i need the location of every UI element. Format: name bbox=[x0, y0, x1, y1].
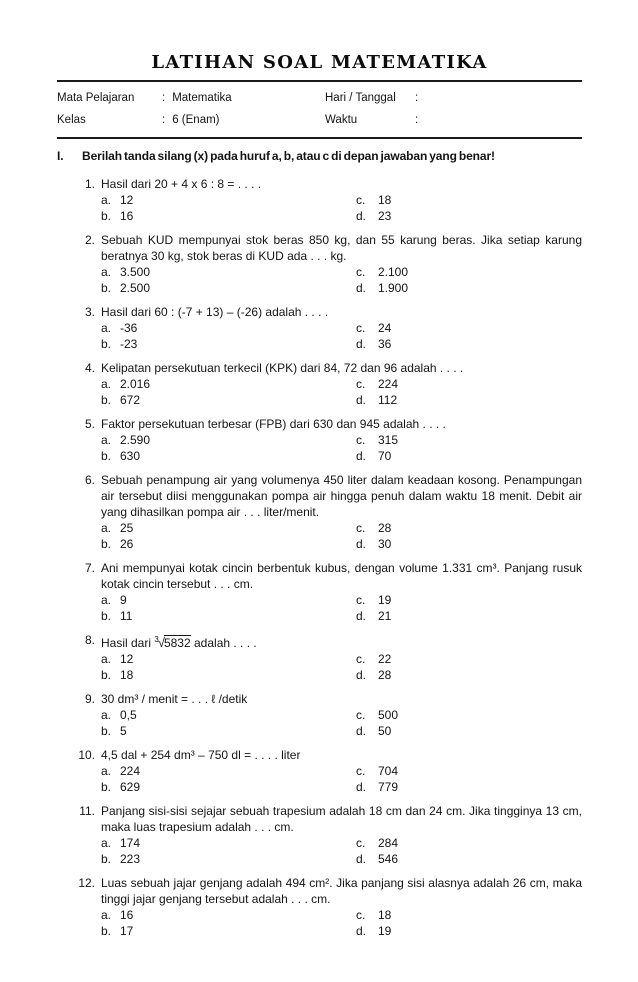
section-heading bbox=[57, 148, 582, 164]
question-item-10 bbox=[57, 747, 582, 795]
radical-sign-icon: √ bbox=[157, 635, 165, 650]
option-letter: a. bbox=[101, 593, 112, 607]
option-letter: c. bbox=[356, 193, 366, 207]
question-item-2 bbox=[57, 232, 582, 296]
question-text-suffix: adalah . . . . bbox=[194, 636, 257, 650]
options bbox=[101, 592, 582, 624]
question-number: 3. bbox=[84, 305, 95, 319]
question-number: 1. bbox=[84, 177, 95, 191]
question-item-4 bbox=[57, 360, 582, 408]
question-number: 6. bbox=[84, 473, 95, 487]
option-letter: c. bbox=[356, 708, 366, 722]
option-letter: c. bbox=[356, 433, 366, 447]
meta-row bbox=[57, 87, 582, 109]
option-letter: d. bbox=[356, 393, 367, 407]
option-letter: a. bbox=[101, 433, 112, 447]
option-letter: d. bbox=[356, 924, 367, 938]
question-text: Sebuah KUD mempunyai stok beras 850 kg, dan 55 karung beras. Jika setiap karung beratnya 30 kg, stok beras di KUD ada . . . kg. bbox=[101, 233, 582, 263]
question-number: 2. bbox=[84, 233, 95, 247]
question-text: Hasil dari 20 + 4 x 6 : 8 = . . . . bbox=[101, 177, 262, 191]
question-body bbox=[101, 416, 582, 464]
option-value: 779 bbox=[378, 780, 399, 794]
question-body bbox=[101, 472, 582, 552]
question-number: 4. bbox=[84, 361, 95, 375]
option-letter: d. bbox=[356, 537, 367, 551]
exam-meta bbox=[57, 82, 582, 137]
option-letter: c. bbox=[356, 321, 366, 335]
colon: : bbox=[162, 92, 166, 104]
page-title: LATIHAN SOAL MATEMATIKA bbox=[151, 52, 488, 73]
option-letter: b. bbox=[101, 449, 112, 463]
meta-label-date: Hari / Tanggal bbox=[325, 92, 396, 104]
option-value: 223 bbox=[120, 852, 141, 866]
question-number: 9. bbox=[84, 692, 95, 706]
option-letter: a. bbox=[101, 764, 112, 778]
question-item-3 bbox=[57, 304, 582, 352]
option-letter: b. bbox=[101, 724, 112, 738]
option-letter: a. bbox=[101, 321, 112, 335]
meta-label-class: Kelas bbox=[57, 114, 86, 126]
option-value: 2.590 bbox=[120, 433, 151, 447]
question-number: 8. bbox=[84, 633, 95, 647]
option-letter: b. bbox=[101, 609, 112, 623]
option-letter: a. bbox=[101, 521, 112, 535]
option-value: 18 bbox=[378, 908, 392, 922]
option-letter: b. bbox=[101, 852, 112, 866]
question-number: 12. bbox=[78, 876, 95, 890]
option-value: 224 bbox=[120, 764, 141, 778]
section-numeral: I. bbox=[57, 149, 64, 163]
option-value: 284 bbox=[378, 836, 399, 850]
question-item-8 bbox=[57, 632, 582, 683]
option-value: 19 bbox=[378, 593, 392, 607]
option-value: 24 bbox=[378, 321, 392, 335]
option-letter: a. bbox=[101, 652, 112, 666]
option-value: 11 bbox=[120, 609, 133, 623]
option-letter: d. bbox=[356, 724, 367, 738]
option-letter: c. bbox=[356, 908, 366, 922]
question-body bbox=[101, 176, 582, 224]
option-value: 19 bbox=[378, 924, 392, 938]
option-value: 16 bbox=[120, 908, 134, 922]
option-value: 18 bbox=[120, 668, 134, 682]
question-number: 10. bbox=[78, 748, 95, 762]
option-value: 12 bbox=[120, 652, 134, 666]
option-value: 12 bbox=[120, 193, 134, 207]
option-value: 70 bbox=[378, 449, 392, 463]
question-text: Sebuah penampung air yang volumenya 450 liter dalam keadaan kosong. Penampungan air tersebut diisi menggunakan pompa air hingga penuh dalam waktu 18 menit. Debit air yang dihasilkan pompa air . . . liter/menit. bbox=[101, 473, 582, 519]
question-item-7 bbox=[57, 560, 582, 624]
question-number: 11. bbox=[79, 804, 95, 818]
options bbox=[101, 835, 582, 867]
meta-row bbox=[57, 109, 582, 131]
option-value: 21 bbox=[378, 609, 392, 623]
meta-value-subject: : Matematika bbox=[162, 92, 232, 104]
question-body bbox=[101, 803, 582, 867]
option-value: 9 bbox=[120, 593, 127, 607]
option-value: 704 bbox=[378, 764, 399, 778]
section-instruction: Berilah tanda silang (x) pada huruf a, b, atau c di depan jawaban yang benar! bbox=[82, 149, 495, 163]
option-letter: b. bbox=[101, 393, 112, 407]
option-value: 224 bbox=[378, 377, 399, 391]
option-letter: c. bbox=[356, 377, 366, 391]
option-value: 30 bbox=[378, 537, 392, 551]
option-value: 3.500 bbox=[120, 265, 151, 279]
option-value: 22 bbox=[378, 652, 392, 666]
colon: : bbox=[415, 92, 419, 104]
question-number: 5. bbox=[84, 417, 95, 431]
option-letter: b. bbox=[101, 337, 112, 351]
option-letter: c. bbox=[356, 593, 366, 607]
option-letter: d. bbox=[356, 852, 367, 866]
options bbox=[101, 264, 582, 296]
question-text: Hasil dari 60 : (-7 + 13) – (-26) adalah . . . . bbox=[101, 305, 329, 319]
question-list bbox=[57, 176, 582, 939]
question-text bbox=[101, 632, 582, 651]
question-item-6 bbox=[57, 472, 582, 552]
option-letter: a. bbox=[101, 836, 112, 850]
options bbox=[101, 320, 582, 352]
option-letter: c. bbox=[356, 764, 366, 778]
options bbox=[101, 432, 582, 464]
colon: : bbox=[162, 114, 166, 126]
option-letter: d. bbox=[356, 449, 367, 463]
option-letter: b. bbox=[101, 537, 112, 551]
option-value: 315 bbox=[378, 433, 399, 447]
options bbox=[101, 376, 582, 408]
option-value: -36 bbox=[120, 321, 138, 335]
option-value: 5 bbox=[120, 724, 127, 738]
option-value: 500 bbox=[378, 708, 399, 722]
question-text: Ani mempunyai kotak cincin berbentuk kubus, dengan volume 1.331 cm³. Panjang rusuk kotak cincin tersebut . . . cm. bbox=[101, 561, 582, 591]
option-letter: d. bbox=[356, 209, 367, 223]
options bbox=[101, 763, 582, 795]
question-item-9 bbox=[57, 691, 582, 739]
option-value: 629 bbox=[120, 780, 141, 794]
question-number: 7. bbox=[84, 561, 95, 575]
question-text: 30 dm³ / menit = . . . ℓ /detik bbox=[101, 692, 248, 706]
option-letter: d. bbox=[356, 780, 367, 794]
question-body bbox=[101, 360, 582, 408]
option-value: 50 bbox=[378, 724, 392, 738]
option-value: 630 bbox=[120, 449, 141, 463]
header-divider-bottom bbox=[57, 137, 582, 139]
option-letter: b. bbox=[101, 209, 112, 223]
question-text: Faktor persekutuan terbesar (FPB) dari 630 dan 945 adalah . . . . bbox=[101, 417, 446, 431]
option-letter: b. bbox=[101, 924, 112, 938]
option-letter: d. bbox=[356, 281, 367, 295]
option-value: 36 bbox=[378, 337, 392, 351]
option-value: -23 bbox=[120, 337, 138, 351]
option-value: 28 bbox=[378, 668, 392, 682]
option-letter: b. bbox=[101, 668, 112, 682]
option-value: 672 bbox=[120, 393, 141, 407]
option-letter: a. bbox=[101, 908, 112, 922]
option-value: 16 bbox=[120, 209, 134, 223]
meta-value-class: : 6 (Enam) bbox=[162, 114, 220, 126]
options bbox=[101, 907, 582, 939]
option-letter: b. bbox=[101, 281, 112, 295]
question-item-5 bbox=[57, 416, 582, 464]
option-letter: c. bbox=[356, 265, 366, 279]
colon: : bbox=[415, 114, 419, 126]
question-item-1 bbox=[57, 176, 582, 224]
meta-label-time: Waktu bbox=[325, 114, 358, 126]
question-body bbox=[101, 747, 582, 795]
question-text: Kelipatan persekutuan terkecil (KPK) dari 84, 72 dan 96 adalah . . . . bbox=[101, 361, 464, 375]
meta-value-date bbox=[415, 87, 582, 109]
option-value: 1.900 bbox=[378, 281, 409, 295]
option-letter: a. bbox=[101, 377, 112, 391]
question-body bbox=[101, 632, 582, 683]
radicand: 5832 bbox=[163, 636, 191, 650]
option-letter: a. bbox=[101, 193, 112, 207]
meta-label-subject: Mata Pelajaran bbox=[57, 92, 135, 104]
question-body bbox=[101, 304, 582, 352]
question-body bbox=[101, 691, 582, 739]
question-text-prefix: Hasil dari bbox=[101, 636, 152, 650]
option-value: 26 bbox=[120, 537, 134, 551]
question-text: Luas sebuah jajar genjang adalah 494 cm². Jika panjang sisi alasnya adalah 26 cm, maka tinggi jajar genjang tersebut adalah . . . cm. bbox=[101, 876, 582, 906]
option-letter: a. bbox=[101, 265, 112, 279]
option-letter: d. bbox=[356, 337, 367, 351]
cube-root-expression bbox=[154, 636, 190, 650]
option-letter: a. bbox=[101, 708, 112, 722]
option-value: 25 bbox=[120, 521, 134, 535]
option-value: 2.016 bbox=[120, 377, 151, 391]
root-index: 3 bbox=[154, 635, 159, 644]
option-value: 18 bbox=[378, 193, 392, 207]
question-text: Panjang sisi-sisi sejajar sebuah trapesium adalah 18 cm dan 24 cm. Jika tingginya 13 cm, maka luas trapesium adalah . . . cm. bbox=[101, 804, 582, 834]
option-letter: d. bbox=[356, 609, 367, 623]
options bbox=[101, 192, 582, 224]
option-letter: c. bbox=[356, 836, 366, 850]
question-text: 4,5 dal + 254 dm³ – 750 dl = . . . . liter bbox=[101, 748, 301, 762]
question-item-11 bbox=[57, 803, 582, 867]
option-value: 174 bbox=[120, 836, 141, 850]
option-value: 17 bbox=[120, 924, 134, 938]
option-value: 546 bbox=[378, 852, 399, 866]
option-value: 0,5 bbox=[120, 708, 137, 722]
option-letter: c. bbox=[356, 652, 366, 666]
option-value: 2.500 bbox=[120, 281, 151, 295]
option-letter: b. bbox=[101, 780, 112, 794]
option-value: 2.100 bbox=[378, 265, 409, 279]
option-letter: d. bbox=[356, 668, 367, 682]
options bbox=[101, 651, 582, 683]
question-body bbox=[101, 232, 582, 296]
options bbox=[101, 520, 582, 552]
option-value: 28 bbox=[378, 521, 392, 535]
option-value: 23 bbox=[378, 209, 392, 223]
option-letter: c. bbox=[356, 521, 366, 535]
question-body bbox=[101, 875, 582, 939]
meta-value-time bbox=[415, 109, 582, 131]
question-item-12 bbox=[57, 875, 582, 939]
question-body bbox=[101, 560, 582, 624]
option-value: 112 bbox=[378, 393, 398, 407]
options bbox=[101, 707, 582, 739]
